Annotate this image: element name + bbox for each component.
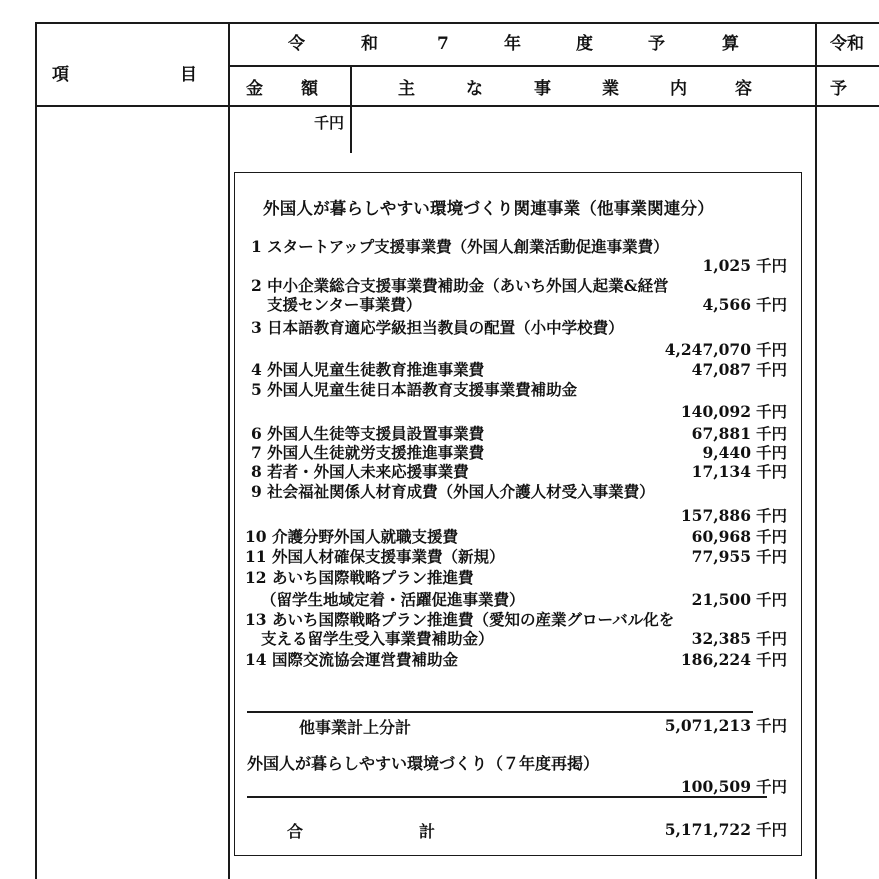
list-item-line: 2 中小企業総合支援事業費補助金（あいち外国人起業&経営	[251, 276, 669, 295]
header-budget-char: 年	[504, 34, 521, 54]
header-content-char: 主	[398, 79, 415, 99]
table-top-border	[35, 22, 879, 24]
list-item-line: 5 外国人児童生徒日本語教育支援事業費補助金	[251, 380, 578, 399]
header-middle-border	[228, 65, 879, 67]
header-item-char-1: 項	[52, 65, 69, 85]
list-item-unit: 千円	[755, 443, 787, 462]
header-budget-char: 7	[437, 34, 449, 54]
header-content-char: 容	[735, 79, 752, 99]
list-item-amount: 32,385	[691, 629, 751, 648]
list-item-unit: 千円	[755, 295, 787, 314]
header-right-bottom: 予	[830, 79, 847, 99]
total-label-2: 計	[419, 822, 436, 841]
list-item-line: 3 日本語教育適応学級担当教員の配置（小中学校費）	[251, 318, 624, 337]
header-budget-char: 予	[648, 34, 665, 54]
list-item-line: 11 外国人材確保支援事業費（新規）	[245, 547, 505, 566]
list-item-line: 12 あいち国際戦略プラン推進費	[245, 568, 474, 587]
list-item-amount: 21,500	[691, 590, 751, 609]
list-item-amount: 77,955	[691, 547, 751, 566]
subtotal-label: 他事業計上分計	[299, 718, 412, 737]
list-item-line: 7 外国人生徒就労支援推進事業費	[251, 443, 485, 462]
list-item-unit: 千円	[755, 424, 787, 443]
table-left-border	[35, 22, 37, 879]
list-item-unit: 千円	[755, 360, 787, 379]
list-item-unit: 千円	[755, 506, 787, 525]
list-item-unit: 千円	[755, 527, 787, 546]
list-item-amount: 47,087	[691, 360, 751, 379]
total-amount: 5,171,722	[664, 820, 751, 839]
list-item-amount: 67,881	[691, 424, 751, 443]
list-item-amount: 1,025	[702, 256, 751, 275]
list-item-amount: 9,440	[702, 443, 751, 462]
list-item-unit: 千円	[755, 590, 787, 609]
list-item-line: 9 社会福祉関係人材育成費（外国人介護人材受入事業費）	[251, 482, 655, 501]
amount-column-divider	[350, 65, 352, 153]
header-content-char: な	[466, 79, 483, 99]
column-divider-budget-left	[228, 22, 230, 879]
list-item-unit: 千円	[755, 340, 787, 359]
list-item-amount: 186,224	[680, 650, 751, 669]
list-item-line: 14 国際交流協会運営費補助金	[245, 650, 458, 669]
header-amount-char: 金	[246, 79, 263, 99]
related-projects-box	[234, 172, 802, 856]
column-divider-budget-right	[815, 22, 817, 879]
subtotal-rule	[247, 711, 753, 713]
list-item-unit: 千円	[755, 629, 787, 648]
list-item-amount: 140,092	[680, 402, 751, 421]
rekeisai-amount: 100,509	[680, 777, 751, 796]
list-item-amount: 4,247,070	[664, 340, 751, 359]
list-item-unit: 千円	[755, 402, 787, 421]
list-item-unit: 千円	[755, 256, 787, 275]
list-item-line: 10 介護分野外国人就職支援費	[245, 527, 458, 546]
list-item-amount: 17,134	[691, 462, 751, 481]
list-item-line: 13 あいち国際戦略プラン推進費（愛知の産業グローバル化を	[245, 610, 675, 629]
header-budget-char: 令	[288, 34, 305, 54]
header-budget-char: 和	[361, 34, 378, 54]
list-item-line: 1 スタートアップ支援事業費（外国人創業活動促進事業費）	[251, 237, 669, 256]
subtotal-unit: 千円	[755, 716, 787, 735]
rekeisai-unit: 千円	[755, 777, 787, 796]
list-item-amount: 60,968	[691, 527, 751, 546]
header-budget-char: 度	[576, 34, 593, 54]
header-bottom-border	[35, 105, 879, 107]
header-content-char: 事	[534, 79, 551, 99]
list-item-line: 6 外国人生徒等支援員設置事業費	[251, 424, 485, 443]
list-item-unit: 千円	[755, 650, 787, 669]
list-item-line: 8 若者・外国人未来応援事業費	[251, 462, 469, 481]
rekeisai-label: 外国人が暮らしやすい環境づくり（７年度再掲）	[247, 754, 600, 773]
header-right-top: 令和	[830, 34, 864, 54]
total-unit: 千円	[755, 820, 787, 839]
total-label-1: 合	[287, 822, 304, 841]
subtotal-amount: 5,071,213	[664, 716, 751, 735]
header-content-char: 内	[670, 79, 687, 99]
list-item-amount: 4,566	[702, 295, 751, 314]
list-item-line: 支える留学生受入事業費補助金）	[261, 629, 494, 648]
list-item-line: （留学生地域定着・活躍促進事業費）	[261, 590, 525, 609]
list-item-unit: 千円	[755, 547, 787, 566]
list-item-line: 4 外国人児童生徒教育推進事業費	[251, 360, 485, 379]
list-item-unit: 千円	[755, 462, 787, 481]
header-item-char-2: 目	[180, 65, 197, 85]
list-item-line: 支援センター事業費）	[267, 295, 422, 314]
header-content-char: 業	[602, 79, 619, 99]
box-title: 外国人が暮らしやすい環境づくり関連事業（他事業関連分）	[263, 199, 714, 218]
unit-label: 千円	[314, 114, 345, 132]
header-budget-char: 算	[722, 34, 739, 54]
list-item-amount: 157,886	[680, 506, 751, 525]
rekeisai-rule	[247, 796, 767, 798]
header-amount-char: 額	[301, 79, 318, 99]
